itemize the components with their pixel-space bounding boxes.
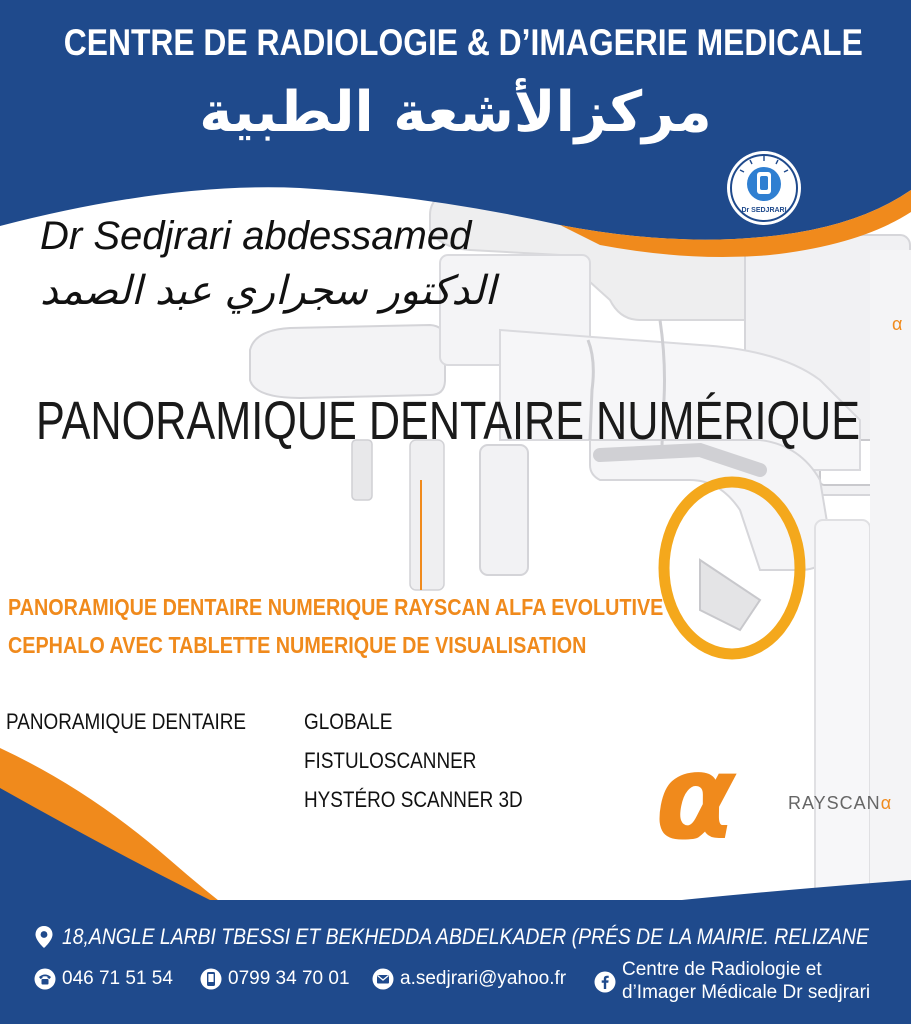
phone-landline [34, 968, 173, 990]
service-item: FISTULOSCANNER [304, 748, 477, 773]
address-text: 18,ANGLE LARBI TBESSI ET BEKHEDDA ABDELKADER (PRÉS DE LA MAIRIE. RELIZANE [62, 924, 869, 949]
facebook-icon [594, 971, 616, 993]
highlight-line: CEPHALO AVEC TABLETTE NUMERIQUE DE VISUALISATION [8, 632, 587, 658]
highlight-line: PANORAMIQUE DENTAIRE NUMERIQUE RAYSCAN ALFA EVOLUTIVE [8, 594, 664, 620]
email-text: a.sedjrari@yahoo.fr [400, 968, 567, 989]
header-title-fr: CENTRE DE RADIOLOGIE & D’IMAGERIE MEDICALE [63, 22, 863, 63]
facebook-contact [594, 958, 870, 1004]
header-title-ar: مركزالأشعة الطبية [199, 80, 712, 145]
phone1-text: 046 71 51 54 [62, 968, 173, 989]
services-label: PANORAMIQUE DENTAIRE [6, 709, 247, 734]
service-item: GLOBALE [304, 709, 393, 734]
logo-text: Dr SEDJRARI [741, 207, 787, 214]
service-item: HYSTÉRO SCANNER 3D [304, 787, 523, 812]
doctor-name-ar: الدكتور سجراري عبد الصمد [40, 268, 496, 314]
svg-text:α: α [892, 314, 903, 334]
facebook-line1: Centre de Radiologie et [622, 959, 822, 980]
email-contact [372, 968, 566, 990]
rayscan-brand [788, 793, 892, 814]
footer-address [34, 924, 911, 950]
doctor-name-fr: Dr Sedjrari abdessamed [40, 214, 472, 258]
phone2-text: 0799 34 70 01 [228, 968, 350, 989]
rayscan-brand-suffix: α [880, 793, 893, 813]
rayscan-brand-name: RAYSCAN [788, 793, 881, 813]
mobile-icon [200, 968, 222, 990]
email-icon [372, 968, 394, 990]
phone-icon [34, 968, 56, 990]
phone-mobile [200, 968, 350, 990]
center-seal-logo [726, 150, 802, 226]
rayscan-alpha-symbol: α [655, 728, 737, 866]
location-icon [34, 925, 54, 949]
facebook-line2: d’Imager Médicale Dr sedjrari [622, 982, 871, 1003]
main-title: PANORAMIQUE DENTAIRE NUMÉRIQUE [36, 391, 861, 451]
